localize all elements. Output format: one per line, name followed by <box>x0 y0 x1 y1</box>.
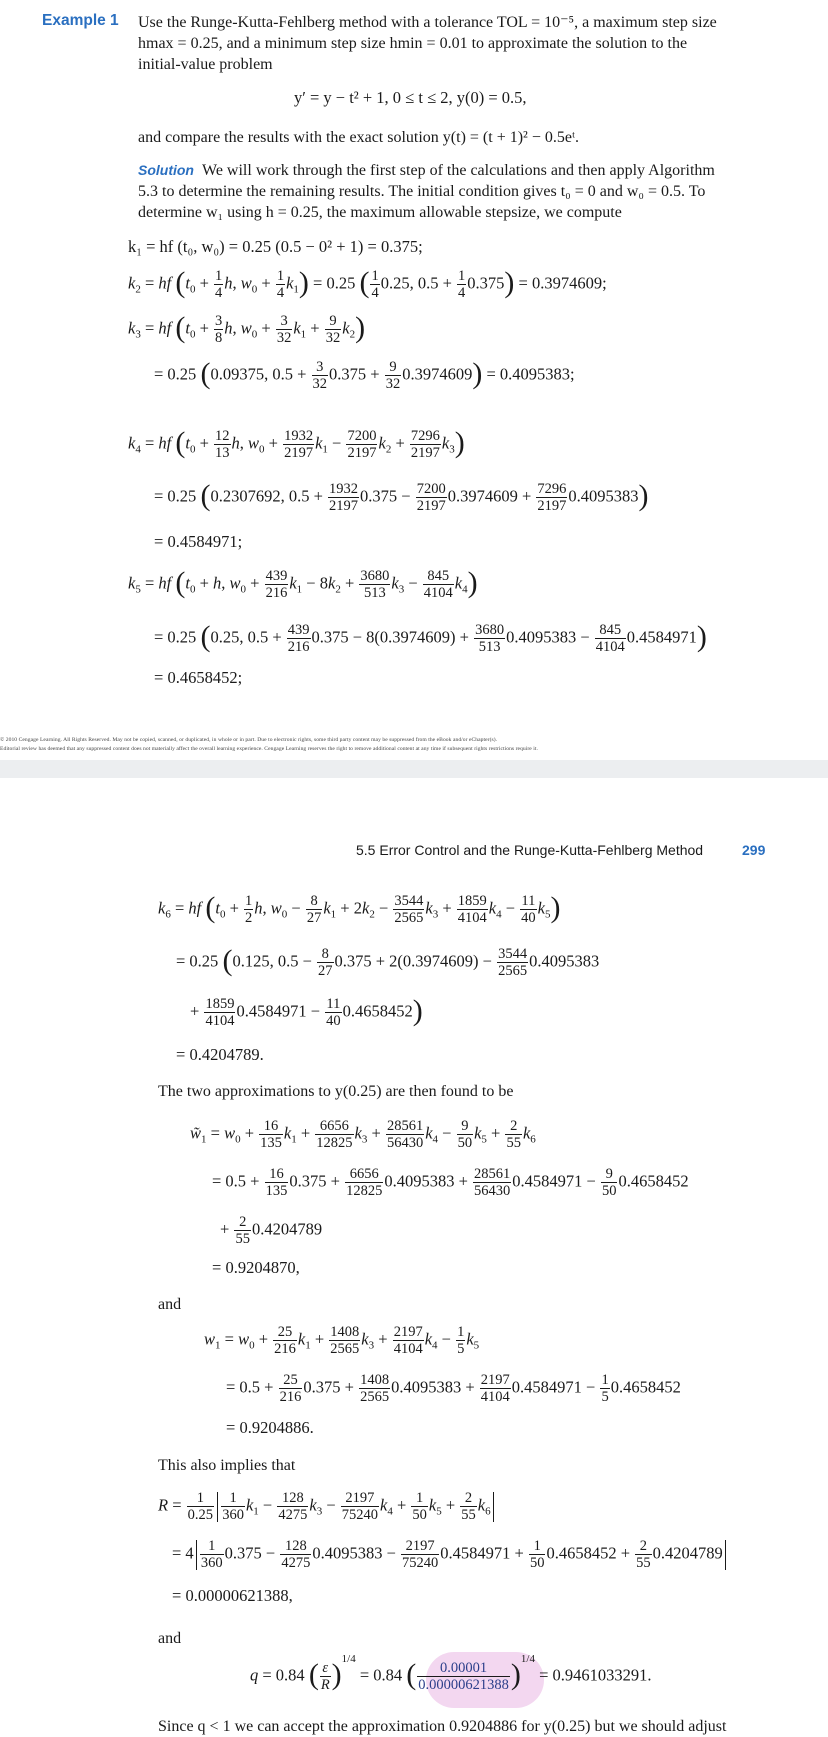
solution-paragraph <box>138 160 788 223</box>
page-number: 299 <box>742 842 766 858</box>
equation-R: R = $\frac{1}{0.25}$ $\frac{1}{360}$ $k_1$ − $\frac{128}{4275}$ $k_3$ − $\frac{2197}{75240}$ $k_4$ + $\frac{1}{50}$ $k_5$ + $\frac{2}{55}$ $k_6$ <box>158 1490 496 1523</box>
equation-k5: $k_5$ = hf ($t_0 + h$, $w_0$ + $\frac{439}{216}$ $k_1 - 8k_2$ + $\frac{3680}{513}$ $k_3$ − $\frac{845}{4104}$ $k_4$) <box>128 565 478 601</box>
equation-k6: $k_6$ = hf ($t_0$ + $\frac{1}{2}$ h, $w_0$ − $\frac{8}{27}$ $k_1 + 2k_2$ − $\frac{3544}{2565}$ $k_3$ + $\frac{1859}{4104}$ $k_4$ − $\frac{11}{40}$ $k_5$) <box>158 890 561 926</box>
two-approximations-sentence: The two approximations to y(0.25) are then found to be <box>158 1083 514 1100</box>
example-statement <box>138 12 788 75</box>
cut-off-line: Since q < 1 we can accept the approximation 0.9204886 for y(0.25) but we should adjust <box>158 1718 727 1735</box>
w-tilde-result: 0.9204870 <box>225 1258 296 1277</box>
equation-k4: $k_4$ = hf ($t_0$ + $\frac{12}{13}$ h, $w_0$ + $\frac{1932}{2197}$ $k_1$ − $\frac{7200}{2197}$ $k_2$ + $\frac{7296}{2197}$ $k_3$) <box>128 425 465 461</box>
k5-result: 0.4658452 <box>167 668 238 687</box>
equation-w-tilde-eval-1: = 0.5 + $\frac{16}{135}$ 0.375 + $\frac{6656}{12825}$ 0.4095383 + $\frac{28561}{56430}$ 0.4584971 − $\frac{9}{50}$ 0.4658452 <box>212 1166 689 1199</box>
solution-label: Solution <box>138 162 194 178</box>
equation-k5-result: = 0.4658452; <box>154 668 243 687</box>
solution-line-3: determine w₁ using h = 0.25, the maximum allowable stepsize, we compute <box>138 204 622 221</box>
section-header: 5.5 Error Control and the Runge-Kutta-Fehlberg Method <box>356 842 704 858</box>
equation-w-tilde-result: = 0.9204870, <box>212 1258 300 1277</box>
equation-k3: $k_3$ = hf ($t_0$ + $\frac{3}{8}$ h, $w_0$ + $\frac{3}{32}$ $k_1$ + $\frac{9}{32}$ $k_2$) <box>128 310 366 346</box>
statement-line-1: Use the Runge-Kutta-Fehlberg method with a tolerance TOL = 10⁻⁵, a maximum step size <box>138 14 717 31</box>
q-result: 0.9461033291 <box>552 1665 648 1685</box>
copyright-line-1: © 2010 Cengage Learning. All Rights Reserved. May not be copied, scanned, or duplicated, in whole or in part. Due to electronic rights, some third party content may be suppressed from the eBook and/or eChapter(s). <box>0 737 498 743</box>
w1-result: 0.9204886 <box>239 1418 310 1437</box>
k3-result: 0.4095383 <box>499 364 570 384</box>
statement-line-3: initial-value problem <box>138 56 273 73</box>
equation-k6-result: = 0.4204789. <box>176 1045 264 1064</box>
compare-sentence: and compare the results with the exact solution y(t) = (t + 1)² − 0.5eᵗ. <box>138 129 580 146</box>
equation-w-tilde: $w̃_1 = w_0$ + $\frac{16}{135}$ $k_1$ + $\frac{6656}{12825}$ $k_3$ + $\frac{28561}{56430}$ $k_4$ − $\frac{9}{50}$ $k_5$ + $\frac{2}{55}$ $k_6$ <box>190 1118 536 1151</box>
equation-R-result: = 0.00000621388, <box>172 1586 293 1605</box>
ivp-equation: y′ = y − t² + 1, 0 ≤ t ≤ 2, y(0) = 0.5, <box>294 88 527 107</box>
copyright-line-2: Editorial review has deemed that any suppressed content does not materially affect the overall learning experience. Cengage Learning reserves the right to remove additional content at any time if subsequent rights restrictions require it. <box>0 746 538 752</box>
solution-line-2: 5.3 to determine the remaining results. The initial condition gives t₀ = 0 and w₀ = 0.5. To <box>138 183 706 200</box>
solution-line-1: We will work through the first step of the calculations and then apply Algorithm <box>202 162 715 179</box>
equation-k4-result: = 0.4584971; <box>154 532 243 551</box>
equation-k6-eval-2: + $\frac{1859}{4104}$ 0.4584971 − $\frac{11}{40}$ 0.4658452) <box>190 993 423 1029</box>
k2-result: 0.3974609 <box>531 273 603 293</box>
and-word-1: and <box>158 1296 182 1313</box>
equation-k2: $k_2$ = hf ($t_0$ + $\frac{1}{4}$ h, $w_0$ + $\frac{1}{4}$ $k_1) = 0.25$ ( $\frac{1}{4}$ 0.25, 0.5 + $\frac{1}{4}$ 0.375) = 0.3974609; <box>128 265 607 301</box>
equation-R-eval: = 4 $\frac{1}{360}$ 0.375 − $\frac{128}{4275}$ 0.4095383 − $\frac{2197}{75240}$ 0.4584971 + $\frac{1}{50}$ 0.4658452 + $\frac{2}{55}$ 0.4204789 <box>172 1538 728 1571</box>
k6-result: 0.4204789 <box>189 1045 260 1064</box>
and-word-2: and <box>158 1630 182 1647</box>
page-separator <box>0 760 828 778</box>
equation-k6-eval-1: = 0.25 (0.125, 0.5 − $\frac{8}{27}$ 0.375 + 2(0.3974609) − $\frac{3544}{2565}$ 0.4095383 <box>176 943 600 979</box>
equation-w-tilde-eval-2: + $\frac{2}{55}$ 0.4204789 <box>220 1214 323 1247</box>
equation-k1: k₁ = hf (t₀, w₀) = 0.25 (0.5 − 0² + 1) = 0.375; <box>128 237 423 256</box>
k4-result: 0.4584971 <box>167 532 238 551</box>
equation-w1: $w_1 = w_0$ + $\frac{25}{216}$ $k_1$ + $\frac{1408}{2565}$ $k_3$ + $\frac{2197}{4104}$ $k_4$ − $\frac{1}{5}$ $k_5$ <box>204 1324 480 1357</box>
equation-k5-eval: = 0.25 (0.25, 0.5 + $\frac{439}{216}$ 0.375 − 8(0.3974609) + $\frac{3680}{513}$ 0.4095383 − $\frac{845}{4104}$ 0.4584971) <box>154 619 707 655</box>
equation-w1-eval: = 0.5 + $\frac{25}{216}$ 0.375 + $\frac{1408}{2565}$ 0.4095383 + $\frac{2197}{4104}$ 0.4584971 − $\frac{1}{5}$ 0.4658452 <box>226 1372 681 1405</box>
equation-k4-eval: = 0.25 (0.2307692, 0.5 + $\frac{1932}{2197}$ 0.375 − $\frac{7200}{2197}$ 0.3974609 + $\frac{7296}{2197}$ 0.4095383) <box>154 478 649 514</box>
equation-q: q = 0.84 ( $\frac{\varepsilon}{R}$ )$^{1/4}$ = 0.84 ( $\frac{0.00001}{0.00000621388}$ )$^{1/4}$ = 0.9461033291. <box>250 1652 652 1693</box>
example-label: Example 1 <box>42 12 119 29</box>
statement-line-2: hmax = 0.25, and a minimum step size hmin = 0.01 to approximate the solution to the <box>138 35 688 52</box>
equation-k3-eval: = 0.25 (0.09375, 0.5 + $\frac{3}{32}$ 0.375 + $\frac{9}{32}$ 0.3974609) = 0.4095383; <box>154 356 575 392</box>
also-implies-sentence: This also implies that <box>158 1457 296 1474</box>
R-result: 0.00000621388 <box>185 1586 289 1605</box>
equation-w1-result: = 0.9204886. <box>226 1418 314 1437</box>
